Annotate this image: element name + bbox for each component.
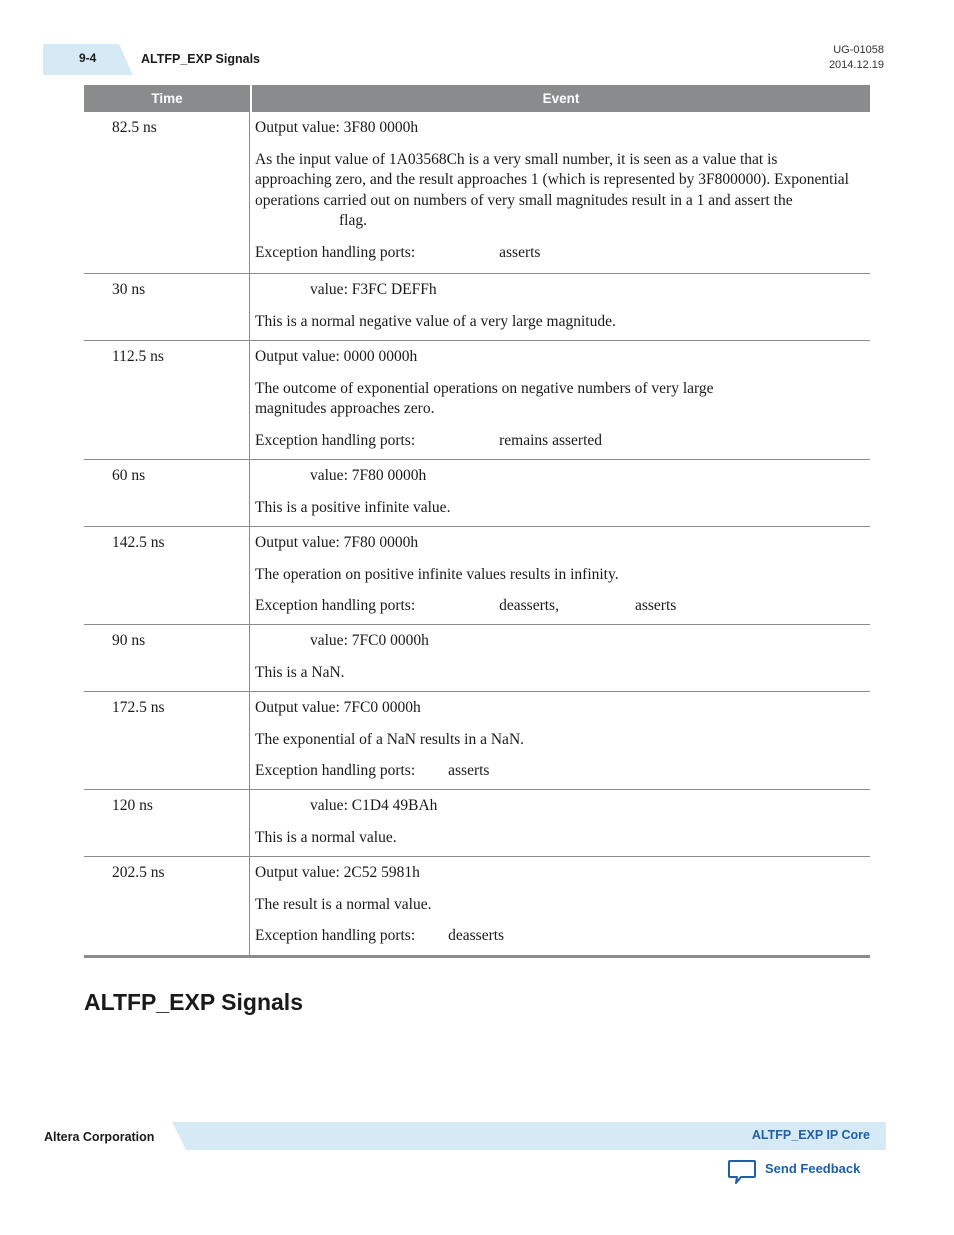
table-row: [84, 527, 870, 625]
output-value: Output value: 0000 0000h: [255, 348, 418, 365]
exception-ports: Exception handling ports: remains asserted: [255, 431, 603, 449]
table-row: [84, 341, 870, 460]
exception-ports: Exception handling ports: deasserts: [255, 927, 505, 944]
table-row: [84, 790, 870, 857]
event-cell: [250, 857, 870, 955]
event-description: The exponential of a NaN results in a NaN.: [255, 730, 525, 748]
output-value: Output value: 2C52 5981h: [255, 864, 420, 881]
exception-ports: Exception handling ports: asserts: [255, 243, 541, 261]
time-cell: 112.5 ns: [84, 341, 250, 459]
event-cell: [250, 112, 870, 273]
time-cell: 82.5 ns: [84, 112, 250, 273]
event-description: This is a NaN.: [255, 663, 345, 681]
footer-company: Altera Corporation: [44, 1130, 155, 1144]
doc-id: UG-01058: [833, 44, 884, 56]
event-description: The operation on positive infinite values results in infinity.: [255, 565, 619, 583]
speech-bubble-icon[interactable]: [727, 1158, 757, 1186]
event-description: This is a normal negative value of a very large magnitude.: [255, 312, 616, 330]
event-cell: [250, 274, 870, 340]
event-cell: [250, 790, 870, 856]
event-cell: [250, 625, 870, 691]
event-cell: [250, 341, 870, 459]
footer-ip-core-link[interactable]: ALTFP_EXP IP Core: [751, 1128, 870, 1142]
column-header-event: Event: [542, 91, 580, 106]
send-feedback-link[interactable]: Send Feedback: [765, 1161, 861, 1176]
timing-event-table: [84, 85, 870, 958]
event-description: The result is a normal value.: [255, 895, 432, 913]
column-header-time: Time: [84, 85, 252, 112]
time-cell: 90 ns: [84, 625, 250, 691]
output-value: Output value: 3F80 0000h: [255, 119, 419, 136]
time-cell: 172.5 ns: [84, 692, 250, 789]
input-value: value: F3FC DEFFh: [310, 281, 437, 298]
table-row: [84, 460, 870, 527]
event-description: As the input value of 1A03568Ch is a very small number, it is seen as a value that is approaching zero, and the result approaches 1 (which is represented by 3F800000). Exponential operations carried out on numbers of very small magnitudes result in a 1 and assert theflag.: [255, 150, 849, 229]
exception-ports: Exception handling ports: deasserts, asserts: [255, 597, 677, 614]
event-description: The outcome of exponential operations on negative numbers of very large magnitudes approaches zero.: [255, 379, 714, 417]
page-number: 9-4: [79, 51, 97, 65]
input-value: value: 7F80 0000h: [310, 467, 427, 484]
header-section-title: ALTFP_EXP Signals: [141, 52, 261, 66]
table-header: [84, 85, 870, 112]
time-cell: 142.5 ns: [84, 527, 250, 624]
table-row: [84, 692, 870, 790]
input-value: value: C1D4 49BAh: [310, 797, 438, 814]
table-row: [84, 857, 870, 958]
section-heading: ALTFP_EXP Signals: [84, 989, 303, 1015]
output-value: Output value: 7FC0 0000h: [255, 699, 421, 716]
event-cell: [250, 460, 870, 526]
time-cell: 120 ns: [84, 790, 250, 856]
exception-ports: Exception handling ports: asserts: [255, 762, 490, 779]
input-value: value: 7FC0 0000h: [310, 632, 429, 649]
time-cell: 30 ns: [84, 274, 250, 340]
doc-date: 2014.12.19: [828, 59, 884, 71]
event-cell: [250, 692, 870, 789]
table-row: [84, 625, 870, 692]
event-description: This is a normal value.: [255, 828, 397, 846]
time-cell: 202.5 ns: [84, 857, 250, 955]
table-row: [84, 112, 870, 274]
table-row: [84, 274, 870, 341]
event-cell: [250, 527, 870, 624]
event-description: This is a positive infinite value.: [255, 498, 451, 516]
output-value: Output value: 7F80 0000h: [255, 534, 419, 551]
time-cell: 60 ns: [84, 460, 250, 526]
header-doc-info: [829, 43, 884, 73]
